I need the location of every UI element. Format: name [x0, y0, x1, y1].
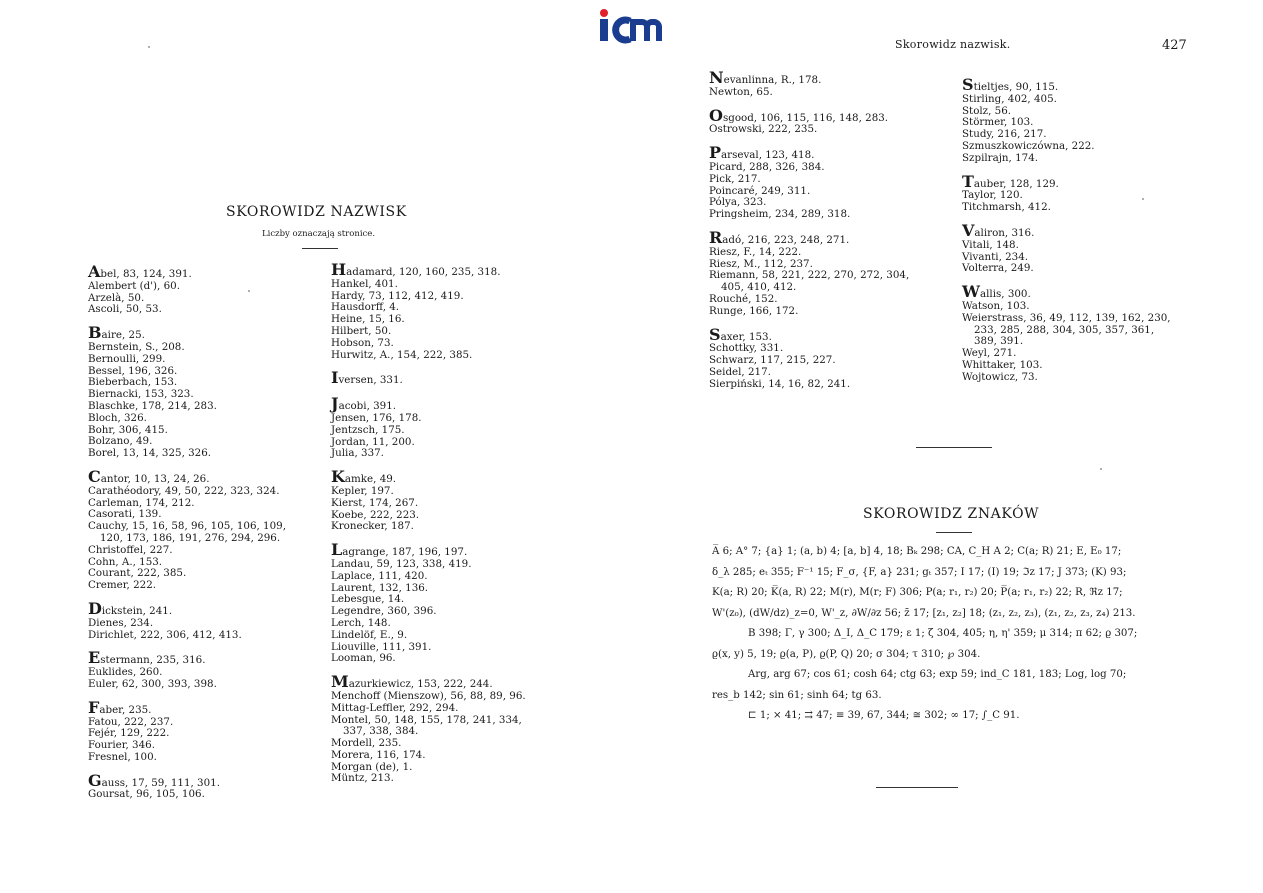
index-entry: Kronecker, 187.	[331, 520, 414, 533]
index-entry: Abel, 83, 124, 391.	[88, 262, 192, 281]
index-entry: Cohn, A., 153.	[88, 555, 163, 568]
index-entry: Störmer, 103.	[962, 116, 1034, 129]
index-entry: Pringsheim, 234, 289, 318.	[709, 208, 851, 221]
scan-speck	[1100, 468, 1102, 470]
index-entry: Bohr, 306, 415.	[88, 423, 168, 436]
index-entry: Watson, 103.	[962, 299, 1030, 312]
index-entry: Hausdorff, 4.	[331, 301, 400, 314]
index-entry: Blaschke, 178, 214, 283.	[88, 399, 217, 412]
index-entry: 120, 173, 186, 191, 276, 294, 296.	[100, 531, 281, 544]
index-entry: Fejér, 129, 222.	[88, 727, 170, 740]
index-entry: Dickstein, 241.	[88, 598, 173, 618]
index-entry: Bessel, 196, 326.	[88, 364, 178, 377]
index-entry: 405, 410, 412.	[721, 281, 797, 294]
index-entry: Laurent, 132, 136.	[331, 581, 429, 594]
index-entry: Jensen, 176, 178.	[331, 411, 422, 424]
index-entry: Bolzano, 49.	[88, 435, 153, 448]
index-entry: Mordell, 235.	[331, 737, 402, 750]
index-entry: Goursat, 96, 105, 106.	[88, 788, 205, 801]
index-entry: Hankel, 401.	[331, 277, 398, 290]
index-entry: Lerch, 148.	[331, 616, 391, 629]
index-letter-group	[709, 227, 910, 318]
index-entry: Titchmarsh, 412.	[962, 201, 1051, 214]
index-entry: Courant, 222, 385.	[88, 567, 187, 580]
index-entry: Bloch, 326.	[88, 411, 147, 424]
index-entry: Rouché, 152.	[709, 292, 778, 305]
index-letter-group	[331, 394, 526, 460]
index-entry: Kepler, 197.	[331, 484, 394, 497]
index-entry: Pick, 217.	[709, 172, 761, 185]
index-entry: Biernacki, 153, 323.	[88, 388, 194, 401]
index-entry: Fourier, 346.	[88, 739, 155, 752]
index-entry: Vitali, 148.	[962, 238, 1019, 251]
index-entry: Stieltjes, 90, 115.	[962, 75, 1059, 94]
index-entry: Menchoff (Mienszow), 56, 88, 89, 96.	[331, 689, 526, 702]
index-entry: Lebesgue, 14.	[331, 593, 405, 606]
index-letter-group	[331, 540, 526, 665]
index-entry: Sierpiński, 14, 16, 82, 241.	[709, 377, 851, 390]
name-index-column-3	[709, 68, 910, 402]
section-divider-rule	[916, 447, 992, 448]
index-letter-group	[88, 466, 286, 592]
index-letter-group	[709, 68, 909, 99]
index-entry: Hobson, 73.	[331, 336, 394, 349]
bottom-rule	[876, 787, 958, 788]
index-entry: Morgan (de), 1.	[331, 760, 413, 773]
sign-index-line: W'(z₀), (dW/dz)_z=0, W'_z, ∂W/∂z 56; z̄ 17; [z₁, z₂] 18; (z₁, z₂, z₃), (z₁, z₂, z₃, z₄) 213.	[712, 607, 1136, 619]
index-entry: Liouville, 111, 391.	[331, 640, 432, 653]
index-entry: Koebe, 222, 223.	[331, 508, 420, 521]
index-entry: Parseval, 123, 418.	[709, 143, 815, 163]
index-entry: Baire, 25.	[88, 323, 145, 343]
index-entry: Hardy, 73, 112, 412, 419.	[331, 289, 464, 302]
index-entry: Looman, 96.	[331, 652, 396, 665]
title-rule	[302, 248, 338, 249]
name-index-column-4	[962, 75, 1171, 395]
index-entry: Montel, 50, 148, 155, 178, 241, 334,	[331, 713, 522, 726]
index-entry: Wojtowicz, 73.	[962, 370, 1038, 383]
index-entry: Jordan, 11, 200.	[331, 435, 415, 448]
index-entry: Lagrange, 187, 196, 197.	[331, 540, 468, 560]
sign-index-line: K(a; R) 20; K̅(a, R) 22; M(r), M(r; F) 306; P(a; r₁, r₂) 20; P̅(a; r₁, r₂) 22; R, ℜz 17;	[712, 587, 1123, 598]
index-entry: Laplace, 111, 420.	[331, 569, 428, 582]
scan-speck	[1142, 198, 1144, 200]
index-entry: Ascoli, 50, 53.	[88, 303, 162, 316]
index-entry: Radó, 216, 223, 248, 271.	[709, 227, 850, 247]
index-entry: Cauchy, 15, 16, 58, 96, 105, 106, 109,	[88, 520, 286, 533]
index-entry: Volterra, 249.	[962, 262, 1034, 275]
scan-speck	[248, 290, 250, 292]
index-letter-group	[962, 282, 1171, 383]
index-entry: Tauber, 128, 129.	[962, 171, 1059, 191]
index-entry: Mazurkiewicz, 153, 222, 244.	[331, 672, 493, 692]
index-entry: Nevanlinna, R., 178.	[709, 68, 822, 87]
sign-index-line: δ_λ 285; eₜ 355; F⁻¹ 15; F_σ, {F, a} 231; gₜ 357; I 17; (I) 19; ℑz 17; J 373; (K) 93;	[712, 566, 1127, 578]
index-entry: Hurwitz, A., 154, 222, 385.	[331, 348, 473, 361]
index-entry: Müntz, 213.	[331, 772, 394, 785]
index-entry: Study, 216, 217.	[962, 128, 1047, 141]
index-entry: Kierst, 174, 267.	[331, 496, 419, 509]
scan-speck	[148, 46, 150, 48]
index-letter-group	[962, 220, 1171, 275]
index-entry: Heine, 15, 16.	[331, 313, 405, 326]
index-letter-group	[962, 75, 1171, 165]
index-letter-group	[709, 143, 909, 221]
sign-index-line: ⊏ 1; × 41; ⇉ 47; ≡ 39, 67, 344; ≅ 302; ∞ 17; ∫_C 91.	[748, 710, 1020, 721]
name-index-subtitle: Liczby oznaczają stronice.	[262, 229, 376, 239]
index-entry: Wallis, 300.	[962, 282, 1031, 302]
index-entry: Julia, 337.	[331, 447, 384, 460]
index-entry: Weyl, 271.	[962, 347, 1017, 360]
sign-index-line: ϱ(x, y) 5, 19; ϱ(a, P), ϱ(P, Q) 20; σ 304; τ 310; ℘ 304.	[712, 648, 981, 660]
index-entry: Taylor, 120.	[962, 189, 1023, 202]
index-letter-group	[88, 323, 286, 460]
index-entry: Cantor, 10, 13, 24, 26.	[88, 466, 210, 486]
index-entry: Casorati, 139.	[88, 508, 162, 521]
index-entry: Picard, 288, 326, 384.	[709, 160, 825, 173]
index-entry: Kamke, 49.	[331, 467, 397, 487]
index-entry: Pólya, 323.	[709, 196, 767, 209]
index-entry: Fresnel, 100.	[88, 750, 157, 763]
name-index-column-1	[88, 262, 286, 812]
index-entry: Szpilrajn, 174.	[962, 151, 1039, 164]
sign-index-title: SKOROWIDZ ZNAKÓW	[863, 506, 1040, 522]
index-entry: Weierstrass, 36, 49, 112, 139, 162, 230,	[962, 311, 1171, 324]
index-entry: Jentzsch, 175.	[331, 423, 405, 436]
index-entry: Alembert (d'), 60.	[88, 279, 180, 292]
index-entry: Newton, 65.	[709, 85, 773, 98]
index-entry: Iversen, 331.	[331, 368, 403, 388]
index-entry: Runge, 166, 172.	[709, 304, 799, 317]
index-entry: Euklides, 260.	[88, 666, 163, 679]
index-entry: Vivanti, 234.	[962, 250, 1029, 263]
index-entry: Faber, 235.	[88, 697, 152, 717]
index-entry: Jacobi, 391.	[331, 394, 397, 414]
index-letter-group	[709, 105, 909, 137]
index-entry: Carleman, 174, 212.	[88, 496, 195, 509]
index-entry: Whittaker, 103.	[962, 358, 1043, 371]
signs-title-rule	[936, 532, 972, 533]
page-number: 427	[1162, 38, 1187, 53]
index-letter-group	[88, 598, 286, 641]
index-entry: Legendre, 360, 396.	[331, 605, 437, 618]
index-entry: Gauss, 17, 59, 111, 301.	[88, 770, 220, 790]
name-index-title: SKOROWIDZ NAZWISK	[226, 204, 407, 220]
index-entry: 389, 391.	[974, 335, 1024, 348]
sign-index-line: A̅ 6; A° 7; {a} 1; (a, b) 4; [a, b] 4, 18; Bₖ 298; CA, C_H A 2; C(a; R) 21; E, E₀ 17;	[712, 546, 1122, 557]
index-letter-group	[331, 467, 526, 533]
right-page	[632, 0, 1263, 893]
index-entry: Christoffel, 227.	[88, 543, 173, 556]
index-entry: Riemann, 58, 221, 222, 270, 272, 304,	[709, 269, 910, 282]
index-entry: Borel, 13, 14, 325, 326.	[88, 447, 212, 460]
index-entry: 337, 338, 384.	[343, 725, 419, 738]
index-entry: Szmuszkowiczówna, 222.	[962, 139, 1095, 152]
index-entry: Bieberbach, 153.	[88, 376, 178, 389]
index-entry: Riesz, F., 14, 222.	[709, 245, 802, 258]
sign-index-line: Arg, arg 67; cos 61; cosh 64; ctg 63; exp 59; ind_C 181, 183; Log, log 70;	[748, 669, 1127, 680]
index-letter-group	[331, 672, 526, 785]
running-header: Skorowidz nazwisk.	[895, 38, 1011, 51]
index-letter-group	[88, 648, 286, 690]
index-entry: Landau, 59, 123, 338, 419.	[331, 557, 472, 570]
index-entry: Ostrowski, 222, 235.	[709, 123, 818, 136]
index-entry: Poincaré, 249, 311.	[709, 184, 811, 197]
index-letter-group	[331, 368, 526, 388]
index-entry: Stirling, 402, 405.	[962, 92, 1057, 105]
index-letter-group	[88, 770, 286, 802]
index-entry: Carathéodory, 49, 50, 222, 323, 324.	[88, 484, 280, 497]
index-entry: Arzelà, 50.	[88, 291, 145, 304]
index-entry: Lindelöf, E., 9.	[331, 628, 408, 641]
index-entry: Hilbert, 50.	[331, 324, 392, 337]
index-entry: Osgood, 106, 115, 116, 148, 283.	[709, 105, 889, 125]
sign-index-body	[712, 542, 1192, 727]
index-letter-group	[709, 324, 909, 391]
index-entry: Mittag-Leffler, 292, 294.	[331, 701, 459, 714]
index-entry: Bernoulli, 299.	[88, 352, 166, 365]
index-entry: Schwarz, 117, 215, 227.	[709, 354, 836, 367]
index-entry: Stolz, 56.	[962, 104, 1012, 117]
sign-index-line: B 398; Γ, γ 300; Δ_I, Δ_C 179; ε 1; ζ 304, 405; η, η' 359; μ 314; π 62; ϱ 307;	[748, 628, 1138, 639]
index-entry: Morera, 116, 174.	[331, 748, 426, 761]
sign-index-line: res_b 142; sin 61; sinh 64; tg 63.	[712, 689, 882, 701]
name-index-column-2	[331, 260, 526, 796]
index-letter-group	[331, 260, 526, 361]
index-entry: Estermann, 235, 316.	[88, 648, 206, 668]
index-entry: Bernstein, S., 208.	[88, 340, 185, 353]
index-entry: Dirichlet, 222, 306, 412, 413.	[88, 628, 242, 641]
index-entry: Fatou, 222, 237.	[88, 715, 174, 728]
index-entry: Cremer, 222.	[88, 579, 157, 592]
index-entry: Valiron, 316.	[962, 220, 1035, 240]
index-entry: Seidel, 217.	[709, 365, 771, 378]
index-entry: Euler, 62, 300, 393, 398.	[88, 677, 217, 690]
index-entry: Riesz, M., 112, 237.	[709, 257, 813, 270]
index-entry: Hadamard, 120, 160, 235, 318.	[331, 260, 501, 279]
index-entry: 233, 285, 288, 304, 305, 357, 361,	[974, 323, 1155, 336]
index-letter-group	[88, 697, 286, 764]
index-entry: Dienes, 234.	[88, 616, 154, 629]
index-letter-group	[88, 262, 286, 316]
index-entry: Saxer, 153.	[709, 324, 772, 344]
index-letter-group	[962, 171, 1171, 214]
index-entry: Schottky, 331.	[709, 342, 784, 355]
